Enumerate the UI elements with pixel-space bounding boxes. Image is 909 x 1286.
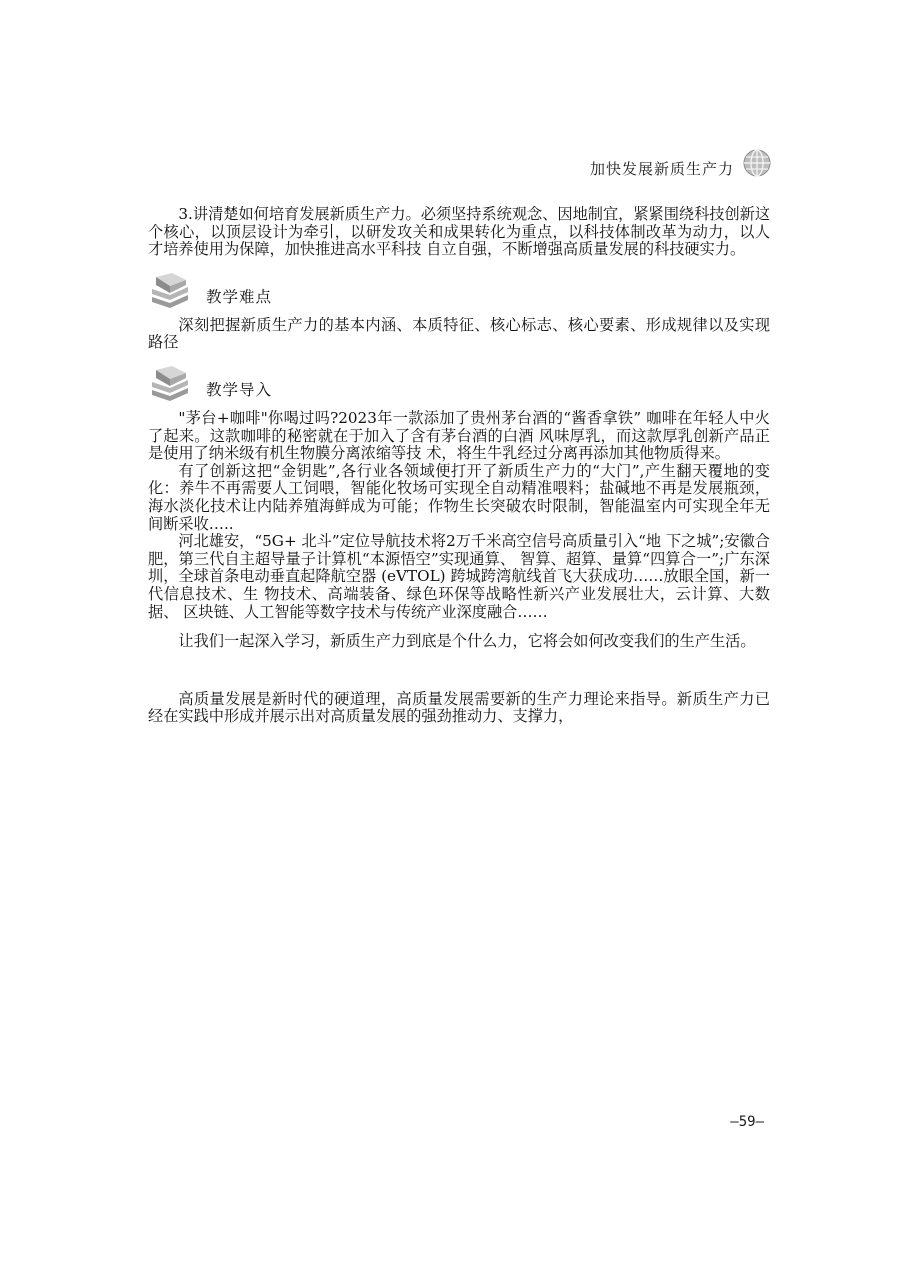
section-heading-label: 教学导入 bbox=[206, 380, 273, 399]
section-heading-label: 教学难点 bbox=[206, 287, 273, 306]
page-number: —59— bbox=[730, 1114, 764, 1130]
book-stack-icon bbox=[148, 364, 192, 402]
difficulty-paragraph: 深刻把握新质生产力的基本内涵、本质特征、核心标志、核心要素、形成规律以及实现路径 bbox=[148, 315, 770, 352]
intro-paragraph: 让我们一起深入学习，新质生产力到底是个什么力，它将会如何改变我们的生产生活。 bbox=[178, 632, 756, 651]
running-header bbox=[560, 148, 780, 184]
closing-paragraph: 高质量发展是新时代的硬道理，高质量发展需要新的生产力理论来指导。新质生产力已经在实践中形成并展示出对高质量发展的强劲推动力、支撑力， bbox=[148, 689, 770, 726]
running-title: 加快发展新质生产力 bbox=[589, 160, 734, 178]
section-heading-intro bbox=[148, 364, 770, 408]
point-3-paragraph: 3.讲清楚如何培育发展新质生产力。必须坚持系统观念、因地制宜，紧紧围绕科技创新这个核心，以顶层设计为牵引，以研发攻关和成果转化为重点，以科技体制改革为动力，以人才培养使用为保障，加快推进高水平科技 自立自强，不断增强高质量发展的科技硬实力。 bbox=[148, 205, 771, 259]
intro-paragraph: 有了创新这把“金钥匙”,各行业各领域便打开了新质生产力的“大门”,产生翻天覆地的变化：养牛不再需要人工饲喂，智能化牧场可实现全自动精准喂料；盐碱地不再是发展瓶颈，海水淡化技术让内陆养殖海鲜成为可能；作物生长突破农时限制，智能温室内可实现全年无间断采收….. bbox=[148, 461, 770, 533]
book-stack-icon bbox=[148, 271, 192, 309]
intro-paragraph: "茅台+咖啡"你喝过吗?2023年一款添加了贵州茅台酒的“酱香拿铁” 咖啡在年轻人中火了起来。这款咖啡的秘密就在于加入了含有茅台酒的白酒 风味厚乳，而这款厚乳创新产品正是使用了纳米级有机生物膜分离浓缩等技 术，将生牛乳经过分离再添加其他物质得来。 bbox=[148, 408, 770, 463]
globe-icon bbox=[742, 148, 772, 178]
section-heading-difficulty bbox=[148, 271, 770, 315]
page-content bbox=[148, 206, 770, 726]
intro-paragraph: 河北雄安，“5G+ 北斗”定位导航技术将2万千米高空信号高质量引入“地 下之城”;安徽合肥，第三代自主超导量子计算机“本源悟空”实现通算、 智算、超算、量算“四算合一”;广东深圳，全球首条电动垂直起降航空器 (eVTOL) 跨城跨湾航线首飞大获成功……放眼全国，新一代信息技术、生 物技术、高端装备、绿色环保等战略性新兴产业发展壮大，云计算、大数据、 区块链、人工智能等数字技术与传统产业深度融合…… bbox=[148, 532, 770, 621]
